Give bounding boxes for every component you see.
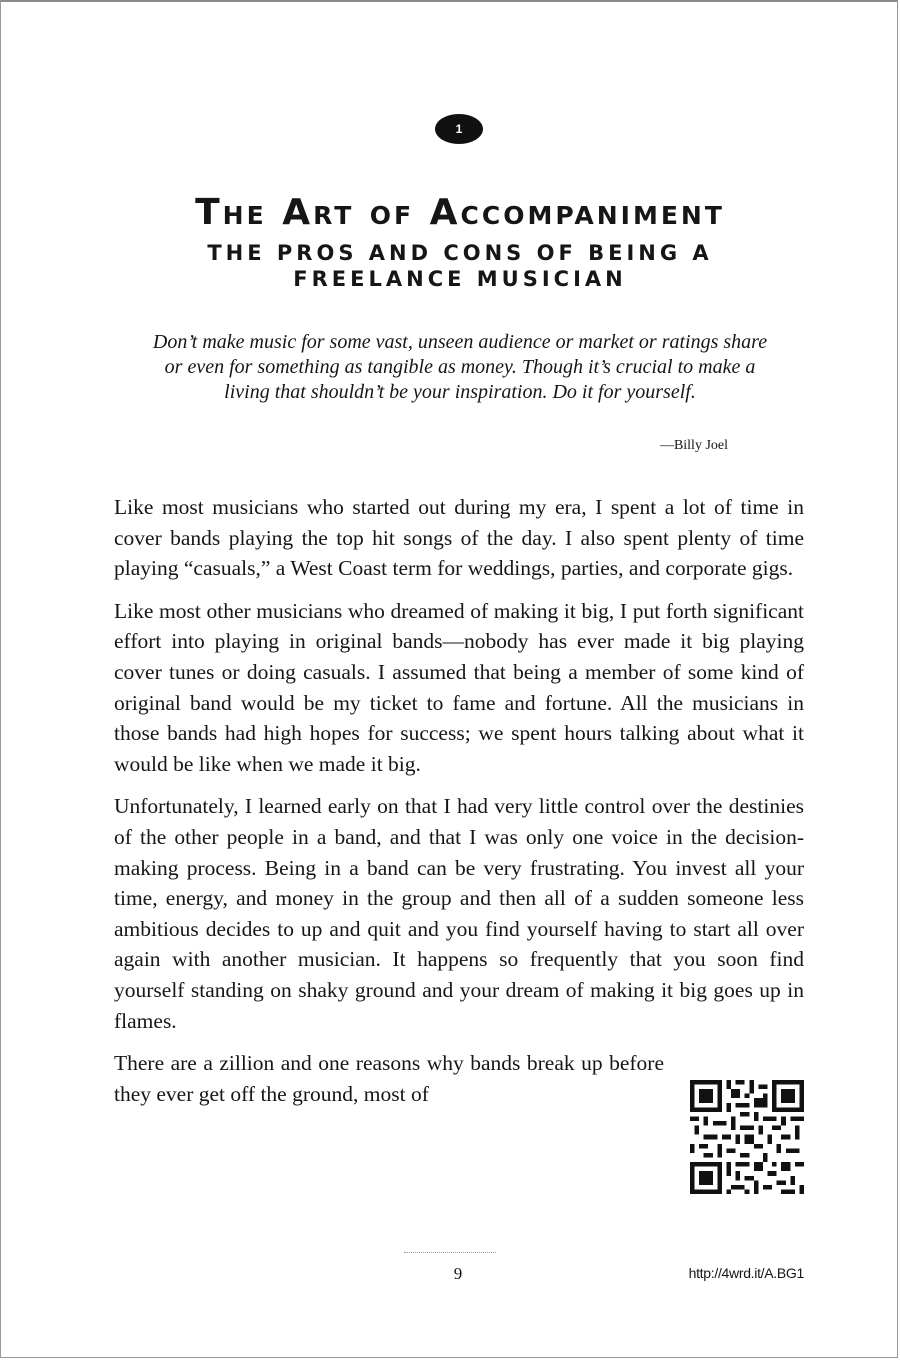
paragraph: Unfortunately, I learned early on that I had very little control over the destinies of the other people in a band, and that I was only one voice in the decision-making process. Being in a band can be very frustrating. You invest all your time, energy, and money in the group and then all of a sudden someone less ambitious decides to up and quit and you find yourself having to start all over again with another musician. It happens so frequently that you soon find yourself standing on shaky ground and your dream of making it big goes up in flames. xyxy=(114,791,804,1036)
paragraph: Like most musicians who started out during my era, I spent a lot of time in cover bands playing the top hit songs of the day. I also spent plenty of time playing “casuals,” a West Coast term for weddings, parties, and corporate gigs. xyxy=(114,495,804,581)
paragraph: Like most other musicians who dreamed of making it big, I put forth significant effort into playing in original bands—nobody has ever made it big playing cover tunes or doing casuals. I assumed that being a member of some kind of original band would be my ticket to fame and fortune. All the musicians in those bands had high hopes for success; we spent hours talking about what it would be like when we made it big. xyxy=(114,598,804,776)
chapter-subtitle: THE PROS AND CONS OF BEING A FREELANCE MUSICIAN xyxy=(207,241,713,291)
chapter-title: The Art of Accompaniment xyxy=(195,192,725,233)
page-number: 9 xyxy=(453,1264,463,1283)
footer-url-link[interactable]: http://4wrd.it/A.BG1 xyxy=(688,1265,804,1281)
epigraph-quote: Don’t make music for some vast, unseen audience or market or ratings share or even for something as tangible as money. Though it’s crucial to make a living that shouldn’t be your inspiration. Do it for yourself. xyxy=(152,331,768,403)
footer-divider xyxy=(404,1252,496,1254)
qr-wrap-box xyxy=(664,1076,804,1206)
chapter-number-badge: 1 xyxy=(435,114,483,144)
body-text xyxy=(114,492,804,1206)
paragraph: There are a zillion and one reasons why bands break up before they ever get off the ground, most of xyxy=(114,1051,664,1106)
epigraph-attribution: —Billy Joel xyxy=(659,438,728,453)
